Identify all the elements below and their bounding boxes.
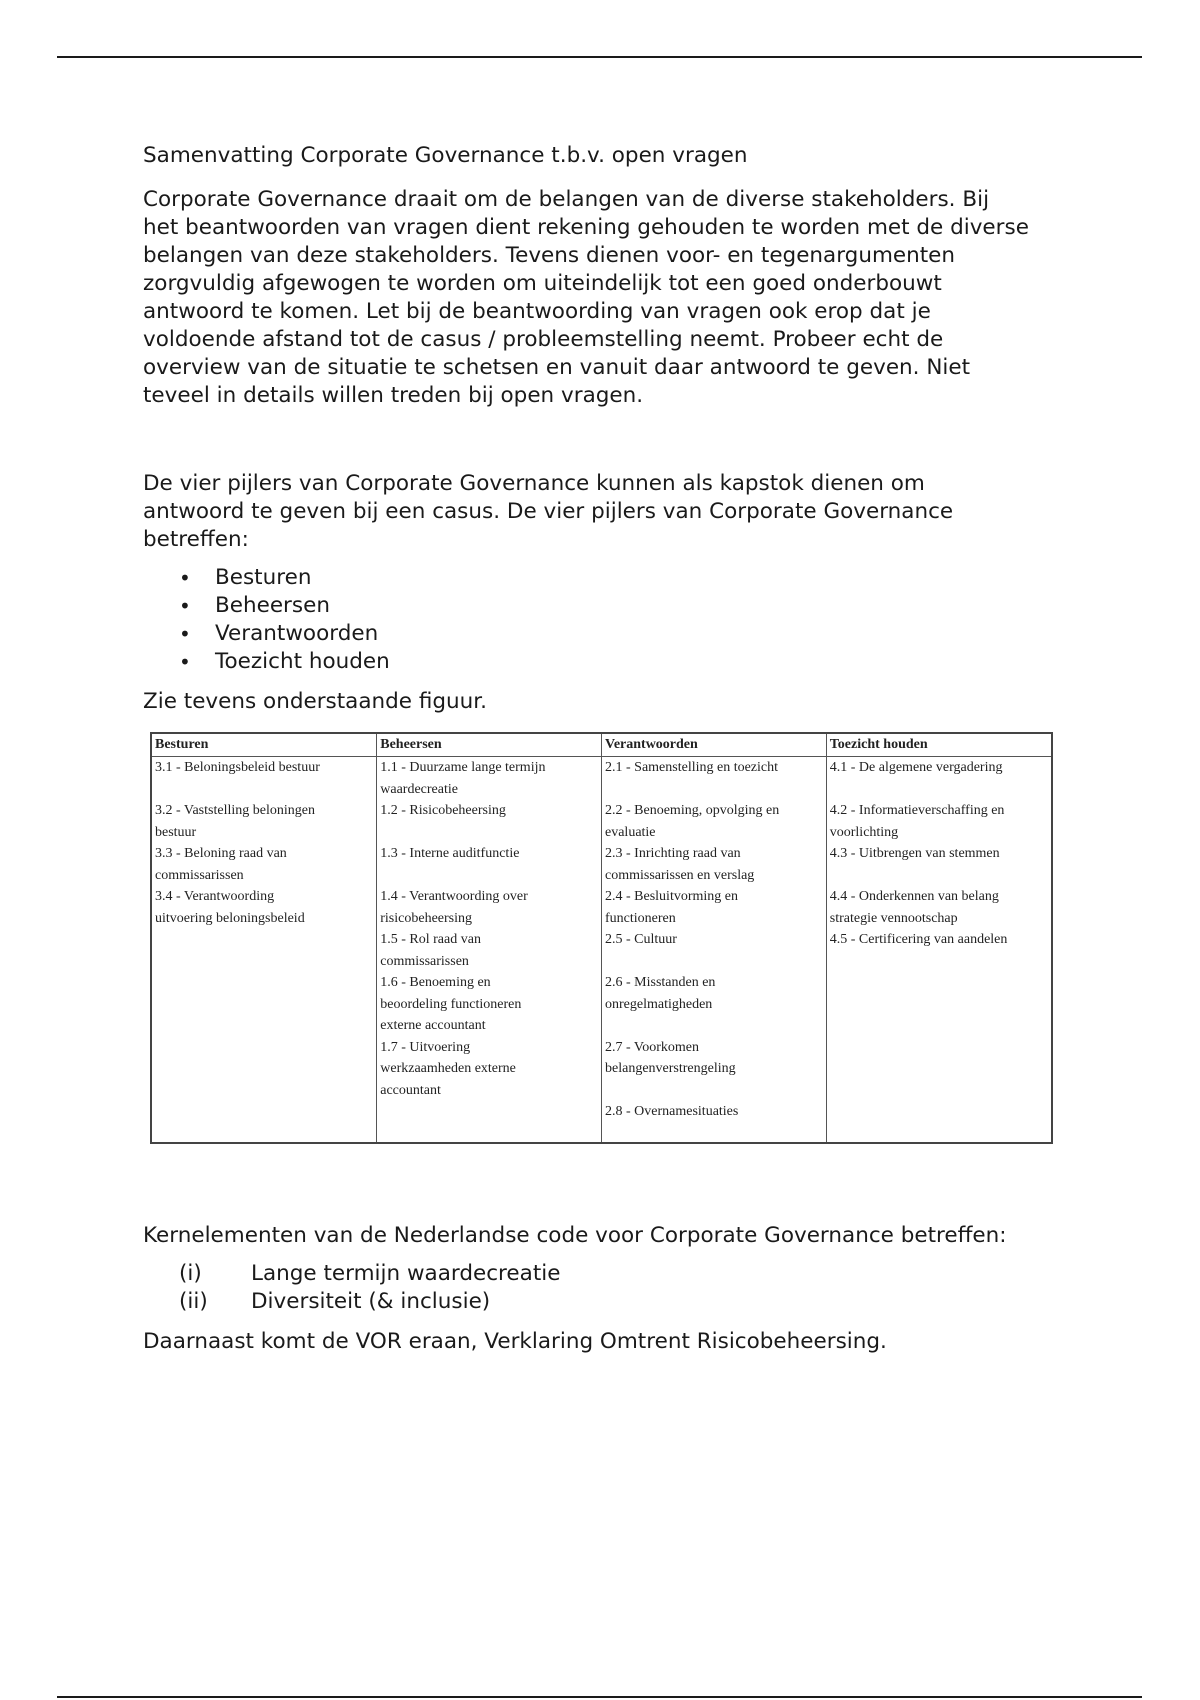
- pillars-intro-line: antwoord te geven bij een casus. De vier pijlers van Corporate Governance: [143, 499, 954, 524]
- figure-entry-line: commissarissen en verslag: [605, 867, 755, 883]
- figure-entry: [605, 929, 823, 951]
- figure-entry-line: 3.3 - Beloning raad van: [155, 846, 287, 861]
- pillars-intro-line: betreffen:: [143, 527, 249, 552]
- figure-entry-line: evaluatie: [605, 824, 656, 840]
- figure-entry-line: werkzaamheden externe: [380, 1061, 516, 1076]
- figure-entry: [155, 843, 373, 886]
- pillar-item: • Beheersen: [179, 592, 1083, 620]
- footer-rule: [57, 1696, 1142, 1698]
- figure-entry: [830, 929, 1048, 951]
- figure-entry-line: 2.4 - Besluitvorming en: [605, 889, 738, 904]
- column-verantwoorden: [602, 757, 827, 1143]
- header-rule: [57, 56, 1142, 58]
- figure-entry-line: beoordeling functioneren: [380, 996, 522, 1012]
- pillars-list: [143, 564, 1083, 676]
- figure-reference: Zie tevens onderstaande figuur.: [143, 689, 487, 714]
- figure-entry-line: 1.4 - Verantwoording over: [380, 889, 528, 904]
- figure-entry-line: onregelmatigheden: [605, 996, 713, 1012]
- pillars-figure: [150, 732, 1053, 1144]
- intro-line: overview van de situatie te schetsen en vanuit daar antwoord te geven. Niet: [143, 355, 971, 380]
- kernel-item-text: Lange termijn waardecreatie: [251, 1261, 561, 1286]
- pillar-item: • Besturen: [179, 564, 1083, 592]
- figure-entry-line: 1.6 - Benoeming en: [380, 975, 491, 990]
- figure-entry: [830, 886, 1048, 929]
- figure-entry-line: 2.3 - Inrichting raad van: [605, 846, 741, 861]
- figure-entry-line: 4.1 - De algemene vergadering: [829, 760, 1003, 775]
- figure-entry-line: risicobeheersing: [380, 910, 472, 926]
- figure-entry-line: 1.1 - Duurzame lange termijn: [380, 760, 546, 775]
- kernel-item: [179, 1260, 1083, 1288]
- figure-entry-line: 2.2 - Benoeming, opvolging en: [605, 803, 780, 818]
- figure-entry: [605, 757, 823, 779]
- figure-entry-line: 2.6 - Misstanden en: [605, 975, 716, 990]
- figure-entry-line: 4.2 - Informatieverschaffing en: [829, 803, 1005, 818]
- figure-entry: [380, 800, 598, 822]
- pillar-item: • Verantwoorden: [179, 620, 1083, 648]
- pillar-item: • Toezicht houden: [179, 648, 1083, 676]
- figure-entry: [155, 800, 373, 843]
- figure-entry-line: accountant: [380, 1082, 441, 1098]
- figure-entry: [605, 800, 823, 843]
- document-body: [143, 142, 1083, 1356]
- intro-line: Corporate Governance draait om de belangen van de diverse stakeholders. Bij: [143, 187, 990, 212]
- figure-entry: [605, 886, 823, 929]
- figure-entry: [605, 972, 823, 1015]
- figure-entry-line: 1.7 - Uitvoering: [380, 1039, 471, 1055]
- kernel-intro: Kernelementen van de Nederlandse code voor Corporate Governance betreffen:: [143, 1223, 1007, 1248]
- figure-entry: [605, 1101, 823, 1123]
- intro-line: belangen van deze stakeholders. Tevens dienen voor- en tegenargumenten: [143, 243, 956, 268]
- figure-entry: [830, 800, 1048, 843]
- intro-paragraph: [143, 186, 1083, 410]
- figure-entry-line: 1.3 - Interne auditfunctie: [380, 846, 520, 861]
- figure-entry-line: uitvoering beloningsbeleid: [155, 910, 305, 926]
- figure-entry: [380, 886, 598, 929]
- figure-entry-line: commissarissen: [380, 953, 469, 969]
- figure-entry-line: 1.2 - Risicobeheersing: [380, 803, 506, 818]
- intro-line: teveel in details willen treden bij open vragen.: [143, 383, 644, 408]
- column-header: Toezicht houden: [826, 734, 1051, 757]
- figure-entry-line: voorlichting: [829, 824, 899, 840]
- column-besturen: [152, 757, 377, 1143]
- document-title: Samenvatting Corporate Governance t.b.v. open vragen: [143, 143, 748, 168]
- figure-entry-line: 2.7 - Voorkomen: [605, 1039, 699, 1055]
- kernel-item-number: (i): [179, 1261, 202, 1286]
- figure-entry: [830, 843, 1048, 865]
- pillars-intro-line: De vier pijlers van Corporate Governance kunnen als kapstok dienen om: [143, 471, 925, 496]
- figure-entry-line: belangenverstrengeling: [605, 1061, 736, 1076]
- column-header: Verantwoorden: [602, 734, 827, 757]
- figure-entry: [830, 757, 1048, 779]
- figure-entry: [380, 1037, 598, 1102]
- figure-entry-line: waardecreatie: [380, 781, 458, 797]
- figure-entry-line: externe accountant: [380, 1018, 486, 1033]
- column-header: Besturen: [152, 734, 377, 757]
- kernel-item-text: Diversiteit (& inclusie): [251, 1289, 491, 1314]
- kernel-list: [143, 1260, 1083, 1316]
- column-header: Beheersen: [377, 734, 602, 757]
- figure-entry: [155, 886, 373, 929]
- figure-entry: [380, 972, 598, 1037]
- intro-line: antwoord te komen. Let bij de beantwoording van vragen ook erop dat je: [143, 299, 931, 324]
- figure-entry: [605, 843, 823, 886]
- column-beheersen: [377, 757, 602, 1143]
- closing-line: Daarnaast komt de VOR eraan, Verklaring Omtrent Risicobeheersing.: [143, 1329, 887, 1354]
- figure-entry: [380, 843, 598, 865]
- pillars-table: [152, 734, 1051, 1142]
- figure-entry-line: 4.5 - Certificering van aandelen: [829, 932, 1008, 947]
- intro-line: het beantwoorden van vragen dient rekening gehouden te worden met de diverse: [143, 215, 1029, 240]
- figure-entry-line: strategie vennootschap: [829, 910, 958, 926]
- figure-entry-line: 2.5 - Cultuur: [605, 932, 677, 947]
- figure-entry-line: bestuur: [155, 824, 197, 840]
- figure-entry: [605, 1037, 823, 1080]
- figure-entry-line: 2.1 - Samenstelling en toezicht: [605, 760, 779, 775]
- figure-entry-line: 4.4 - Onderkennen van belang: [829, 889, 999, 904]
- figure-entry: [155, 757, 373, 779]
- figure-entry: [380, 757, 598, 800]
- intro-line: voldoende afstand tot de casus / probleemstelling neemt. Probeer echt de: [143, 327, 944, 352]
- figure-entry-line: functioneren: [605, 910, 676, 926]
- figure-entry-line: 3.4 - Verantwoording: [155, 889, 275, 904]
- kernel-item-number: (ii): [179, 1289, 208, 1314]
- pillars-intro: [143, 470, 1083, 554]
- figure-entry: [380, 929, 598, 972]
- intro-line: zorgvuldig afgewogen te worden om uiteindelijk tot een goed onderbouwt: [143, 271, 942, 296]
- figure-entry-line: 4.3 - Uitbrengen van stemmen: [829, 846, 1000, 861]
- figure-entry-line: commissarissen: [155, 867, 244, 883]
- figure-entry-line: 2.8 - Overnamesituaties: [605, 1104, 739, 1119]
- kernel-item: [179, 1288, 1083, 1316]
- figure-entry-line: 3.2 - Vaststelling beloningen: [155, 803, 315, 818]
- figure-entry-line: 1.5 - Rol raad van: [380, 932, 481, 947]
- figure-entry-line: 3.1 - Beloningsbeleid bestuur: [155, 760, 320, 775]
- column-toezicht-houden: [826, 757, 1051, 1143]
